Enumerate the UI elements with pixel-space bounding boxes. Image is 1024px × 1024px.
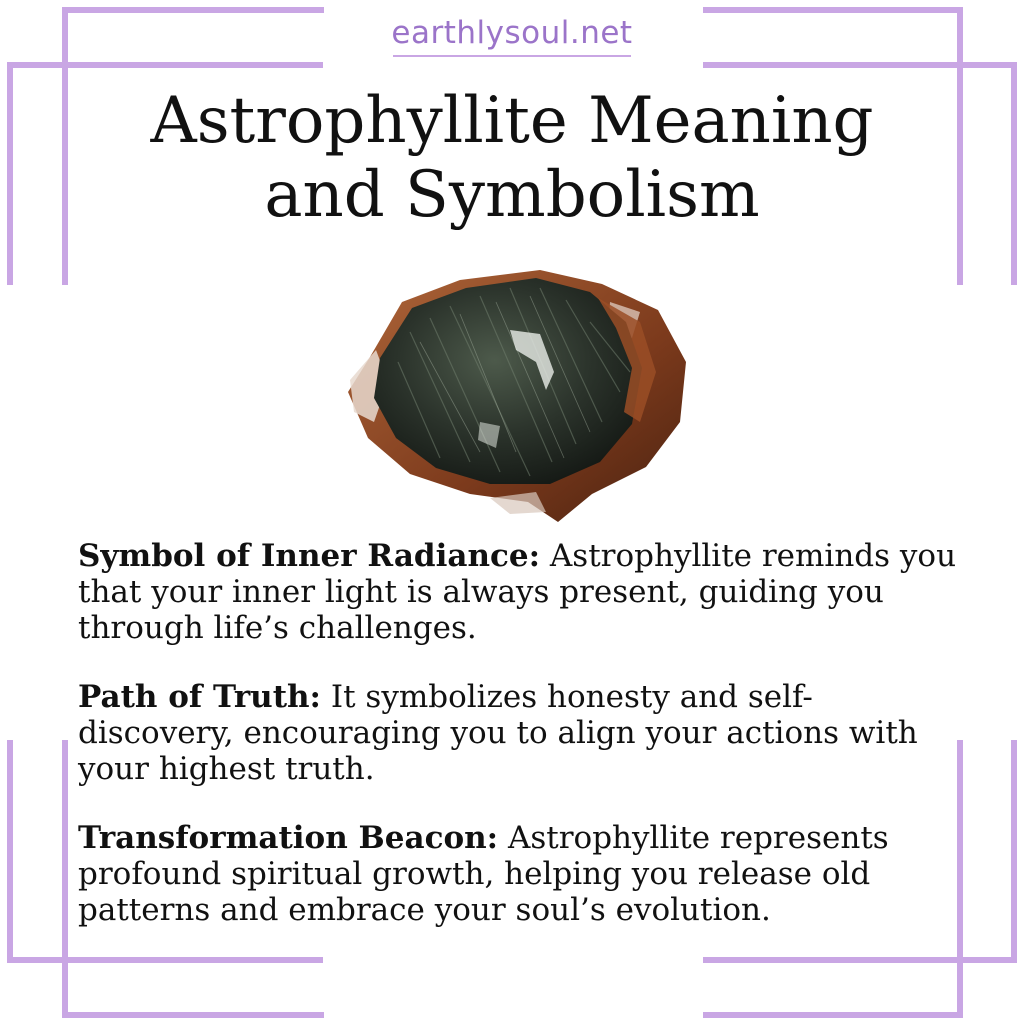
- section-path-of-truth-label: Path of Truth:: [78, 679, 322, 715]
- astrophyllite-crystal-image: [340, 262, 692, 524]
- page-title-line-2: and Symbolism: [264, 158, 760, 232]
- site-logo: earthlysoul.net: [391, 15, 633, 51]
- site-logo-underline: [393, 55, 631, 57]
- frame-bottom-left-vertical-inner: [7, 740, 13, 963]
- section-path-of-truth-text: It symbolizes honesty and self-discovery, encouraging you to align your actions with your highest truth.: [78, 679, 918, 787]
- section-transformation-beacon: [78, 820, 958, 928]
- symbolism-sections: [78, 538, 958, 961]
- section-transformation-beacon-label: Transformation Beacon:: [78, 820, 499, 856]
- frame-top-right-horizontal-inner: [703, 62, 1017, 68]
- frame-top-right-horizontal-outer: [703, 7, 963, 13]
- page-title: [0, 84, 1024, 232]
- section-inner-radiance-label: Symbol of Inner Radiance:: [78, 538, 541, 574]
- frame-top-left-horizontal-inner: [7, 62, 323, 68]
- page-title-line-1: Astrophyllite Meaning: [150, 84, 874, 158]
- frame-bottom-left-horizontal-outer: [62, 1012, 324, 1018]
- frame-bottom-right-horizontal-inner: [703, 1012, 963, 1018]
- section-inner-radiance-text: Astrophyllite reminds you that your inner light is always present, guiding you through life’s challenges.: [78, 538, 957, 646]
- frame-bottom-right-vertical-outer: [1011, 740, 1017, 963]
- section-transformation-beacon-text: Astrophyllite represents profound spiritual growth, helping you release old patterns and embrace your soul’s evolution.: [78, 820, 889, 928]
- frame-bottom-left-vertical-outer: [62, 740, 68, 1018]
- section-path-of-truth: [78, 679, 958, 787]
- frame-top-left-horizontal-outer: [62, 7, 324, 13]
- section-inner-radiance: [78, 538, 958, 646]
